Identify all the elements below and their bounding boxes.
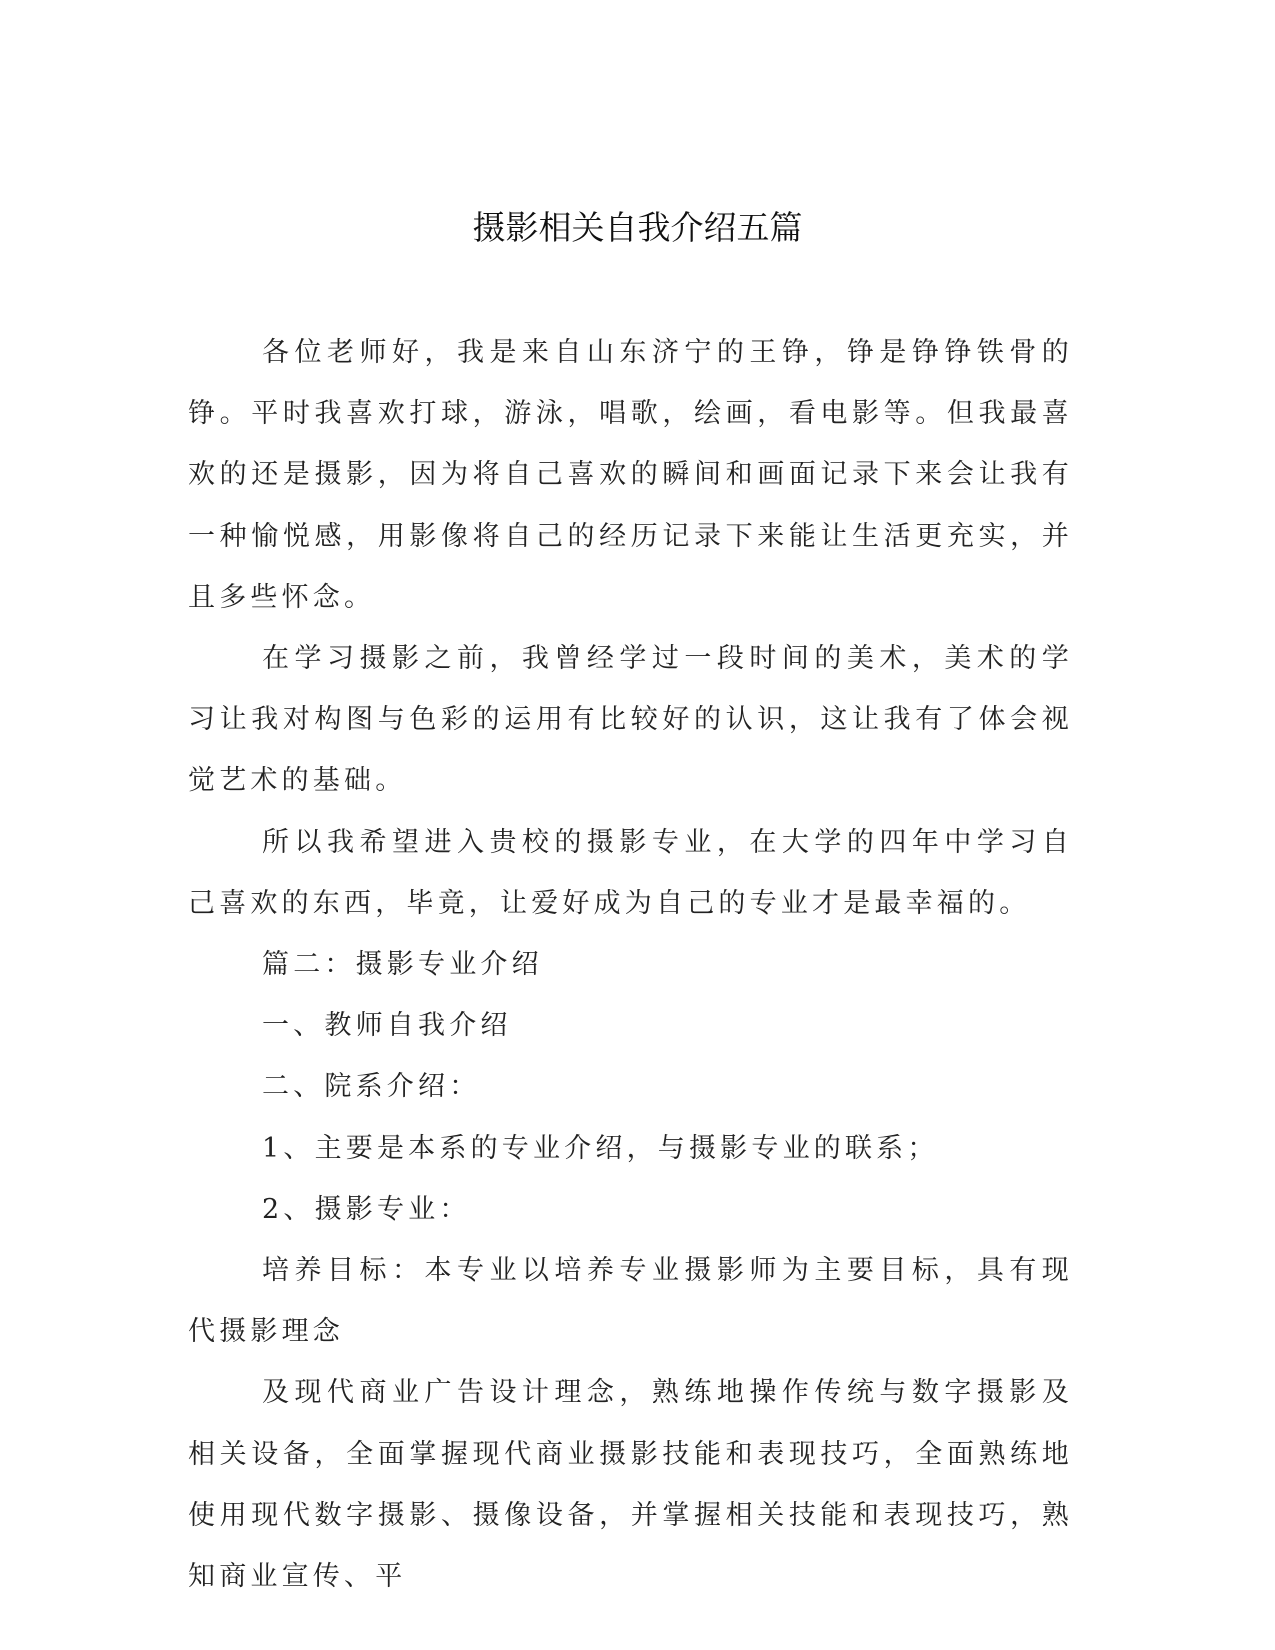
paragraph-art-background: 在学习摄影之前，我曾经学过一段时间的美术，美术的学习让我对构图与色彩的运用有比较好的认识，这让我有了体会视觉艺术的基础。 [188, 643, 1073, 797]
document-title: 摄影相关自我介绍五篇 [472, 208, 803, 247]
paragraph-aspiration: 所以我希望进入贵校的摄影专业，在大学的四年中学习自己喜欢的东西，毕竟，让爱好成为自己的专业才是最幸福的。 [188, 826, 1073, 919]
list-item-teacher-intro: 一、教师自我介绍 [262, 1010, 512, 1042]
section-heading-part-two: 篇二：摄影专业介绍 [262, 949, 543, 981]
paragraph-intro: 各位老师好，我是来自山东济宁的王铮，铮是铮铮铁骨的铮。平时我喜欢打球，游泳，唱歌，绘画，看电影等。但我最喜欢的还是摄影，因为将自己喜欢的瞬间和画面记录下来会让我有一种愉悦感，用影像将自己的经历记录下来能让生活更充实，并且多些怀念。 [188, 337, 1073, 613]
list-item-photography-major: 2、摄影专业： [262, 1193, 471, 1225]
list-item-major-intro: 1、主要是本系的专业介绍，与摄影专业的联系； [262, 1132, 939, 1164]
document-body [188, 322, 1073, 1607]
paragraph-training-goal: 培养目标：本专业以培养专业摄影师为主要目标，具有现代摄影理念 [188, 1255, 1073, 1348]
list-item-department-intro: 二、院系介绍： [262, 1071, 481, 1103]
paragraph-training-detail: 及现代商业广告设计理念，熟练地操作传统与数字摄影及相关设备，全面掌握现代商业摄影技能和表现技巧，全面熟练地使用现代数字摄影、摄像设备，并掌握相关技能和表现技巧，熟知商业宣传、平 [188, 1377, 1073, 1593]
